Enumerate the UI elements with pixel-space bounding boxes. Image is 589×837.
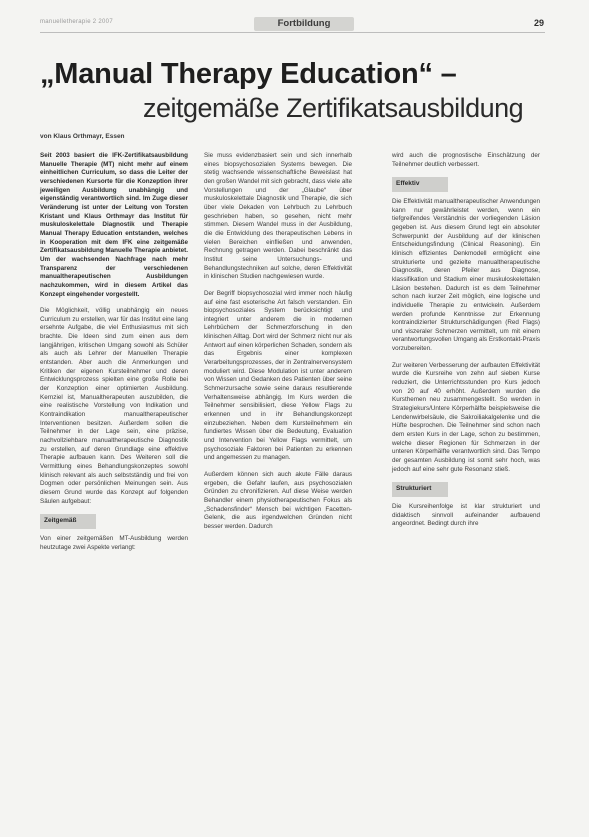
- page-number: 29: [534, 18, 545, 28]
- column-3: [392, 152, 540, 537]
- section-heading-effektiv: Effektiv: [392, 177, 448, 192]
- section-tab: [254, 17, 354, 31]
- section-label: Fortbildung: [277, 18, 331, 29]
- lead-paragraph: Seit 2003 basiert die IFK-Zertifikatsausbildung Manuelle Therapie (MT) nicht mehr auf einem einheitlichen Curriculum, so dass die Leiter der verschiedenen Kursorte für die Konzeption ihrer jeweiligen Ausbildung unabhängig und eigenständig verantwortlich sind. Im Zuge dieser Veränderung ist unter der Leitung von Torsten Kristant und Klaus Orthmayr das Institut für muskuloskelettale Diagnostik und Therapie Manual Therapy Education entstanden, welches in Kooperation mit dem IFK eine zeitgemäße Zertifikatsausbildung Manuelle Therapie anbietet. Um der wachsenden Nachfrage nach mehr Transparenz der verschiedenen manualtherapeutischen Ausbildungen nachzukommen, wird in diesem Artikel das Konzept eingehender vorgestellt.: [40, 152, 189, 298]
- section-heading-zeitgemaess: Zeitgemäß: [40, 514, 96, 529]
- body-paragraph: Von einer zeitgemäßen MT-Ausbildung werden heutzutage zwei Aspekte verlangt:: [40, 534, 188, 551]
- body-paragraph: Die Möglichkeit, völlig unabhängig ein neues Curriculum zu erstellen, war für das Institut eine lang ersehnte Aufgabe, die viel Enthusiasmus mit sich brachte. Die Ideen sind zum einen aus dem langjährigen, kritischen Umgang sowohl als Schüler als auch als Lehrer der Manuellen Therapie entstanden. Aber auch die Anmerkungen und Kritiken der eigenen Kursteilnehmer und deren Entwicklungsprozess spielten eine große Rolle bei der Konzeption einer optimierten Ausbildung. Kernziel ist, Manualtherapeuten auszubilden, die eine realistische Vorstellung von Indikation und Kontraindikation manualtherapeutischer Interventionen besitzen. Außerdem sollen die Teilnehmer in der Lage sein, eine präzise, nachvollziehbare manualtherapeutische Diagnostik zu erstellen, auf deren Grundlage eine effektive Therapie aufbauen kann. Des Weiteren soll die Vermittlung eines Behandlungskonzeptes sowohl klinisch relevant als auch selbstständig und frei von Dogmen oder persönlichen Meinungen sein. Aus diesem Grund wurde das Konzept auf folgenden Säulen aufgebaut:: [40, 307, 188, 505]
- byline: von Klaus Orthmayr, Essen: [40, 133, 125, 140]
- body-paragraph: Die Effektivität manualtherapeutischer Anwendungen kann nur gewährleistet werden, wenn ein tiefgreifendes Verständnis der vorliegenden Läsion gegeben ist. Aus diesem Grund legt ein absoluter Schwerpunkt der Ausbildung auf der klinischen Entscheidungsfindung (Clinical Reasoning). Ein klinisch effizientes Denkmodell ermöglicht eine strukturierte und gezielte manualtherapeutische Diagnostik, deren Pfeiler aus Diagnose, klassifikation und Stadium einer muskuloskelettalen Läsion bestehen. Dadurch ist es dem Teilnehmer schon nach kurzer Zeit möglich, eine logische und individuelle Therapie zu entwickeln. Außerdem werden profunde Kenntnisse zur Erkennung kontraindizierter Strukturschädigungen (Red Flags) und viszeraler Schmerzen vermittelt, um mit einem verantwortungsvollen Umgang als Erstkontakt-Praxis vorzubereiten.: [392, 197, 540, 353]
- body-paragraph: Außerdem können sich auch akute Fälle daraus ergeben, die Gefahr laufen, aus psychosozialen Gründen zu chronifizieren. Auf diese Weise werden Behandler einem physiotherapeutischen Fokus als „Schadensfinder“ Mensch bei wichtigen Facetten-Gelenk, die aus irgendwelchen Gründen nicht besser werden. Dadurch: [204, 470, 352, 530]
- body-paragraph: wird auch die prognostische Einschätzung der Teilnehmer deutlich verbessert.: [392, 152, 540, 168]
- body-paragraph: Zur weiteren Verbesserung der aufbauten Effektivität wurde die Kursreihe von zehn auf sieben Kurse reduziert, die Unterrichtsstunden pro Kurs jedoch von 20 auf 40 erhöht. Außerdem wurden die Kursthemen neu zusammengestellt. So werden in Strategiekurs/Untere Körperhälfte beispielsweise die Lendenwirbelsäule, die Sakroiliakalgelenke und die Hüfte besprochen. Die Teilnehmer sind schon nach dem ersten Kurs in der Lage, schon zu bestimmen, welche dieser Regionen für Schmerzen in der unteren Körperhälfte verantwortlich sind. Das Tempo der gesamten Ausbildung ist somit sehr hoch, was jedoch auf eine sehr gute Resonanz stieß.: [392, 361, 540, 473]
- body-paragraph: Der Begriff biopsychosozial wird immer noch häufig auf eine fast esoterische Art falsch verstanden. Ein biopsychosoziales System berücksichtigt und integriert unter anderem die in modernen Lehrbüchern der Schmerzforschung in den klinischen Alltag. Dort wird der Schmerz nicht nur als Antwort auf einen körperlichen Schaden, sondern als das Ergebnis einer komplexen Verarbeitungsprozesses, der in Zentralnervensystem moduliert wird. Diese Modulation ist unter anderem von Wissen und Gedanken des Patienten über seine Schmerzursache sowie seine daraus resultierende Verhaltensweise abhängig. Im Kurs werden die Teilnehmer sensibilisiert, diese Yellow Flags zu erkennen und in ihr Behandlungskonzept einzubeziehen. Neben dem Kursteilnehmern ein fundiertes Wissen über die Bedeutung, Evaluation und Intervention bei Yellow Flags vermittelt, um psychosoziale Faktoren bei Patienten zu erkennen und angemessen zu managen.: [204, 289, 352, 462]
- body-paragraph: Sie muss evidenzbasiert sein und sich innerhalb eines biopsychosozialen Systems bewegen. Die stetig wachsende wissenschaftliche Beweislast hat den großen Wandel mit sich gebracht, dass viele alte Vorstellungen und der „Glaube“ über muskuloskelettale Diagnostik und Therapie, die sich über viele Dekaden von Lehrbuch zu Lehrbuch geschrieben haben, so gesehen, nicht mehr stimmen. Diesem Wandel muss in der Ausbildung, die die Entwicklung des therapeutischen Lebens in vielen Bereichen einfließen und anwenden, Rechnung getragen werden. Dabei beschränkt das Institut seine Untersuchungs- und Behandlungstechniken auf solche, deren Effektivität in klinischen Studien nachgewiesen wurde.: [204, 152, 352, 281]
- article-title: „Manual Therapy Education“ –: [40, 58, 457, 90]
- column-2: [204, 152, 352, 540]
- journal-label: manuelletherapie 2 2007: [40, 19, 113, 25]
- column-1: [40, 152, 188, 560]
- section-heading-strukturiert: Strukturiert: [392, 482, 448, 497]
- header-rule: [40, 32, 545, 33]
- article-subtitle: zeitgemäße Zertifikatsausbildung: [143, 93, 524, 123]
- body-paragraph: Die Kursreihenfolge ist klar strukturiert und didaktisch sinnvoll aufeinander aufbauend angeordnet. Bedingt durch ihre: [392, 502, 540, 528]
